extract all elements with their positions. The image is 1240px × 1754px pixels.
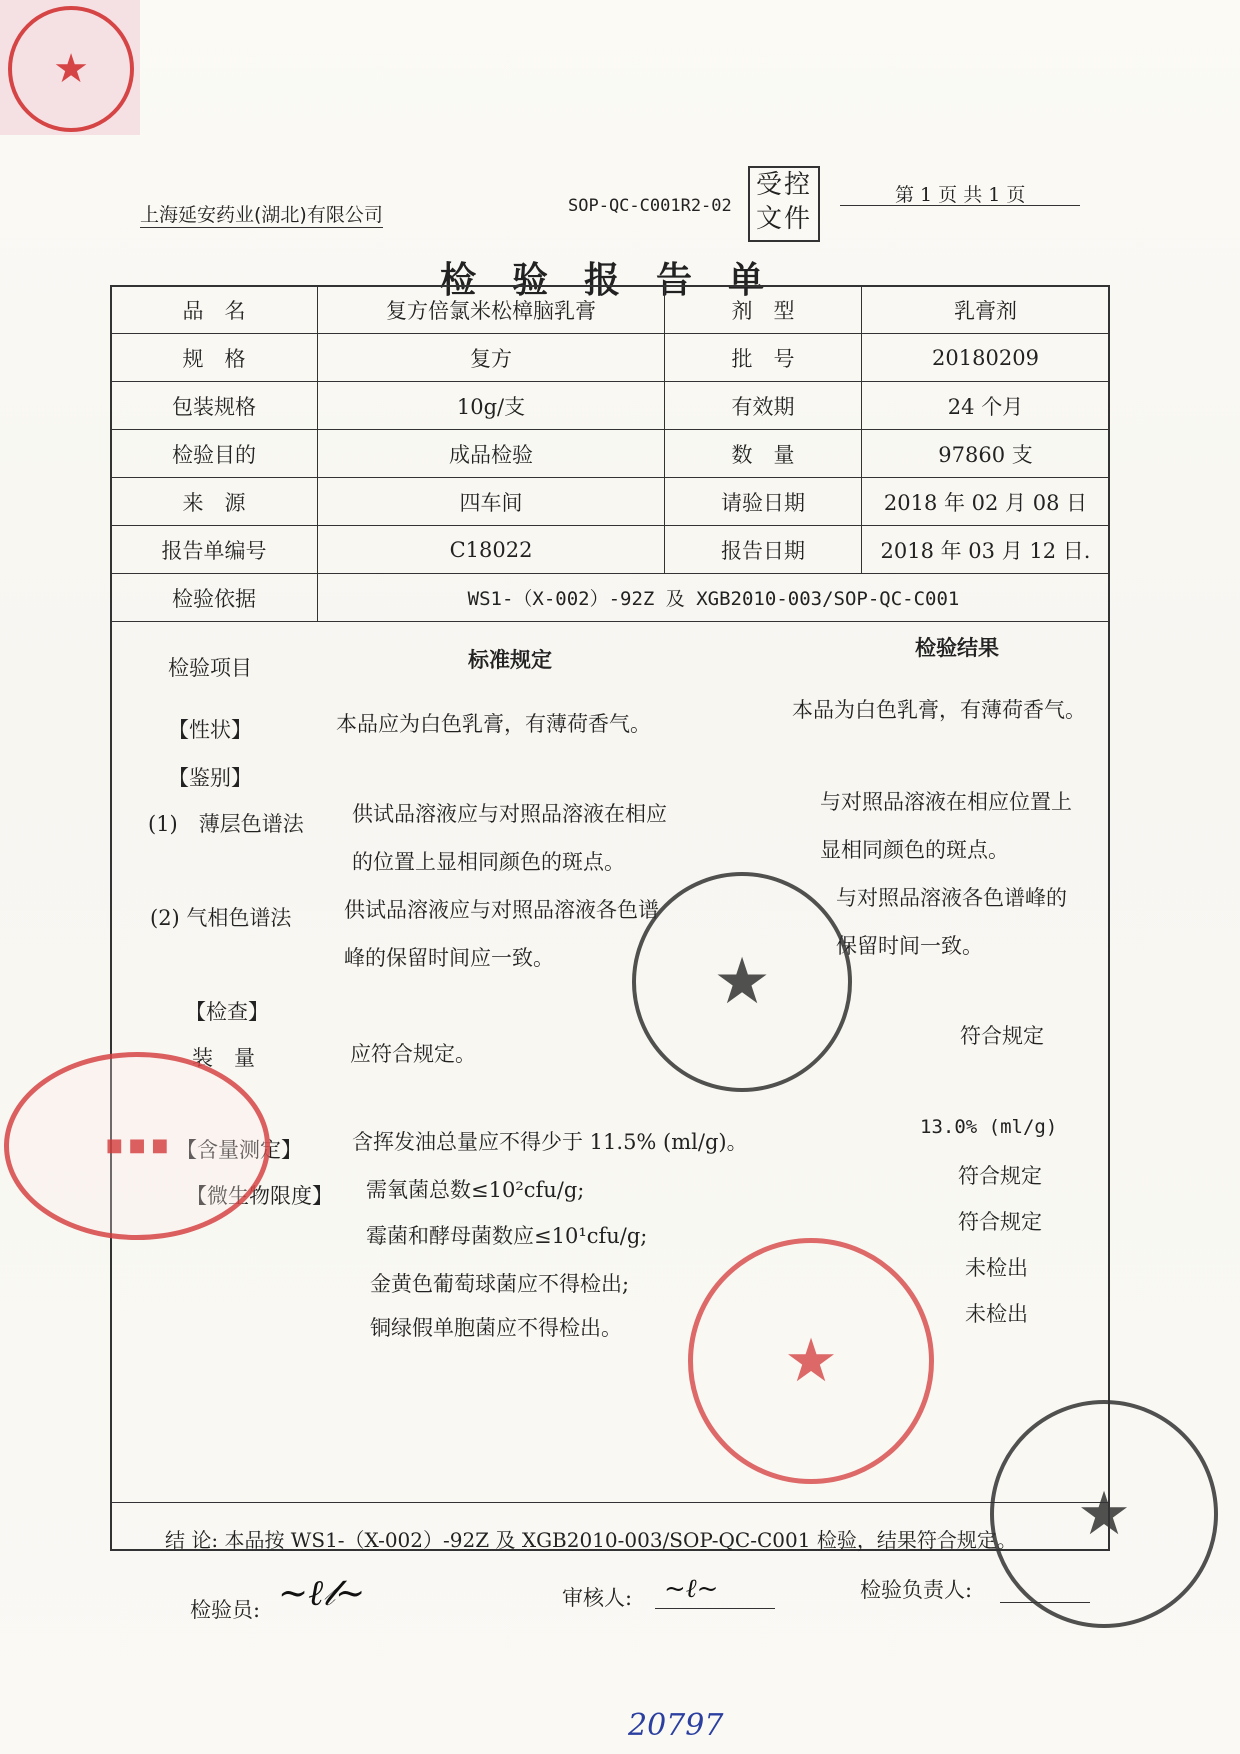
value-cell: 成品检验 bbox=[318, 430, 665, 478]
gc-result: 与对照品溶液各色谱峰的 bbox=[836, 886, 1067, 910]
microbial-label: 【微生物限度】 bbox=[186, 1184, 333, 1208]
value-cell: 乳膏剂 bbox=[862, 286, 1110, 334]
value-cell: 四车间 bbox=[318, 478, 665, 526]
header-rule bbox=[840, 205, 1080, 206]
gc-standard: 供试品溶液应与对照品溶液各色谱 bbox=[344, 898, 659, 922]
tlc-standard: 供试品溶液应与对照品溶液在相应 bbox=[352, 802, 667, 826]
inspector-signature: ~ℓ𝓁~ bbox=[278, 1573, 366, 1614]
value-cell: 复方 bbox=[318, 334, 665, 382]
table-row bbox=[111, 286, 1110, 334]
label-cell: 检验依据 bbox=[111, 574, 318, 622]
label-cell: 检验目的 bbox=[111, 430, 318, 478]
tlc-standard: 的位置上显相同颜色的斑点。 bbox=[352, 850, 625, 874]
properties-standard: 本品应为白色乳膏，有薄荷香气。 bbox=[336, 712, 651, 736]
section-properties: 【性状】 bbox=[168, 718, 252, 742]
microbial-standard: 需氧菌总数≤10²cfu/g; bbox=[366, 1178, 585, 1202]
value-cell: 20180209 bbox=[862, 334, 1110, 382]
value-cell: 复方倍氯米松樟脑乳膏 bbox=[318, 286, 665, 334]
conclusion: 结 论: 本品按 WS1-（X-002）-92Z 及 XGB2010-003/SOP-QC-C001 检验，结果符合规定。 bbox=[165, 1528, 1017, 1552]
assay-label: 【含量测定】 bbox=[176, 1138, 302, 1162]
fill-label: 装 量 bbox=[192, 1046, 255, 1070]
company-name: 上海延安药业(湖北)有限公司 bbox=[140, 200, 383, 228]
microbial-standard: 铜绿假单胞菌应不得检出。 bbox=[370, 1316, 622, 1340]
tlc-result: 与对照品溶液在相应位置上 bbox=[820, 790, 1072, 814]
column-result: 检验结果 bbox=[915, 635, 999, 660]
reviewer-label: 审核人: bbox=[562, 1586, 633, 1610]
table-row bbox=[111, 382, 1110, 430]
section-identification: 【鉴别】 bbox=[168, 766, 252, 790]
info-table bbox=[110, 285, 1110, 622]
microbial-standard: 霉菌和酵母菌数应≤10¹cfu/g; bbox=[366, 1224, 648, 1248]
assay-standard: 含挥发油总量应不得少于 11.5% (ml/g)。 bbox=[352, 1130, 748, 1154]
controlled-document-mark: 受控文件 bbox=[748, 166, 820, 242]
value-cell: 2018 年 03 月 12 日. bbox=[862, 526, 1110, 574]
table-row bbox=[111, 430, 1110, 478]
reviewer-line bbox=[655, 1608, 775, 1609]
supervisor-label: 检验负责人: bbox=[860, 1578, 973, 1602]
fill-standard: 应符合规定。 bbox=[350, 1042, 476, 1066]
table-row bbox=[111, 334, 1110, 382]
table-row bbox=[111, 574, 1110, 622]
label-cell: 剂 型 bbox=[665, 286, 862, 334]
bottom-black-stamp: ★ bbox=[990, 1400, 1218, 1628]
handwritten-number: 20797 bbox=[628, 1708, 724, 1743]
label-cell: 批 号 bbox=[665, 334, 862, 382]
gc-label: (2) 气相色谱法 bbox=[150, 906, 292, 930]
microbial-result: 符合规定 bbox=[958, 1164, 1042, 1188]
table-row bbox=[111, 478, 1110, 526]
label-cell: 包装规格 bbox=[111, 382, 318, 430]
label-cell: 报告日期 bbox=[665, 526, 862, 574]
gc-standard: 峰的保留时间应一致。 bbox=[344, 946, 554, 970]
value-cell: 2018 年 02 月 08 日 bbox=[862, 478, 1110, 526]
label-cell: 数 量 bbox=[665, 430, 862, 478]
label-cell: 请验日期 bbox=[665, 478, 862, 526]
document-code: SOP-QC-C001R2-02 bbox=[568, 196, 732, 216]
tlc-result: 显相同颜色的斑点。 bbox=[820, 838, 1009, 862]
inspector-label: 检验员: bbox=[190, 1598, 261, 1622]
bottom-red-stamp: ★ bbox=[688, 1238, 934, 1484]
value-cell: 24 个月 bbox=[862, 382, 1110, 430]
label-cell: 品 名 bbox=[111, 286, 318, 334]
microbial-result: 符合规定 bbox=[958, 1210, 1042, 1234]
value-cell: 97860 支 bbox=[862, 430, 1110, 478]
tlc-label: (1) 薄层色谱法 bbox=[148, 812, 304, 836]
microbial-result: 未检出 bbox=[965, 1256, 1028, 1280]
label-cell: 来 源 bbox=[111, 478, 318, 526]
column-item: 检验项目 bbox=[168, 656, 252, 680]
value-cell: WS1-（X-002）-92Z 及 XGB2010-003/SOP-QC-C001 bbox=[318, 574, 1110, 622]
left-red-stamp: ■ ■ ■ bbox=[4, 1052, 270, 1240]
column-standard: 标准规定 bbox=[468, 647, 552, 672]
assay-result: 13.0% (ml/g) bbox=[920, 1116, 1058, 1138]
conclusion-rule bbox=[112, 1502, 1108, 1503]
report-title: 检验报告单 bbox=[440, 259, 801, 301]
microbial-standard: 金黄色葡萄球菌应不得检出; bbox=[370, 1272, 630, 1296]
page-info: 第 1 页 共 1 页 bbox=[895, 184, 1026, 206]
value-cell: C18022 bbox=[318, 526, 665, 574]
label-cell: 有效期 bbox=[665, 382, 862, 430]
fill-result: 符合规定 bbox=[960, 1024, 1044, 1048]
microbial-result: 未检出 bbox=[965, 1302, 1028, 1326]
top-left-stamp: ★ bbox=[0, 0, 140, 135]
properties-result: 本品为白色乳膏，有薄荷香气。 bbox=[792, 698, 1086, 722]
reviewer-signature: ~ℓ~ bbox=[664, 1574, 719, 1604]
value-cell: 10g/支 bbox=[318, 382, 665, 430]
label-cell: 规 格 bbox=[111, 334, 318, 382]
gc-result: 保留时间一致。 bbox=[836, 934, 983, 958]
center-inspection-stamp: ★ bbox=[632, 872, 852, 1092]
section-inspection: 【检查】 bbox=[185, 1000, 269, 1024]
table-row bbox=[111, 526, 1110, 574]
label-cell: 报告单编号 bbox=[111, 526, 318, 574]
